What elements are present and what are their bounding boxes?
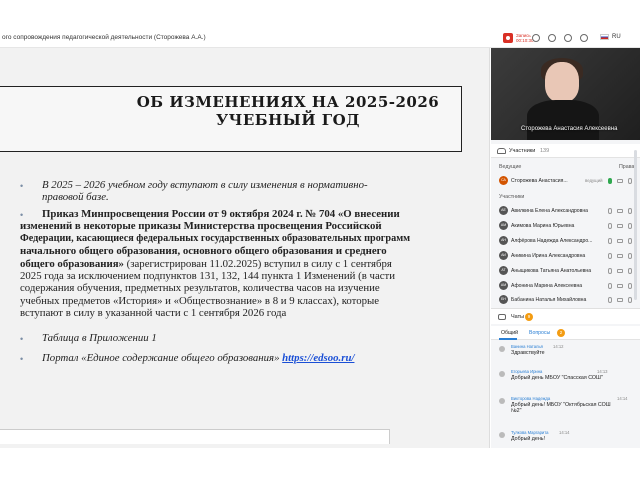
microphone-icon — [608, 268, 612, 274]
info-icon[interactable] — [564, 34, 572, 42]
active-tab-indicator — [499, 338, 517, 340]
questions-count-badge: 2 — [557, 329, 565, 337]
message-time: 14:12 — [553, 344, 564, 349]
more-icon[interactable] — [628, 208, 632, 214]
message-sender: Ванина Наталья — [511, 344, 543, 349]
tab-general[interactable]: Общий — [501, 330, 519, 336]
hosts-section-label: Ведущие — [499, 164, 522, 170]
recording-label: Запись — [516, 33, 531, 38]
message-text: Здравствуйте — [511, 350, 545, 356]
speaker-face — [545, 62, 579, 102]
message-sender: Викторова Надежда — [511, 396, 551, 401]
speaker-video[interactable] — [491, 48, 640, 140]
microphone-icon — [608, 283, 612, 289]
message-time: 14:14 — [617, 396, 628, 401]
participant-row[interactable] — [491, 249, 640, 262]
participant-row[interactable] — [491, 219, 640, 232]
avatar — [499, 398, 505, 404]
microphone-icon — [608, 297, 612, 303]
record-icon — [503, 33, 513, 43]
participant-row[interactable] — [491, 279, 640, 292]
host-row[interactable] — [491, 174, 640, 187]
slide-paragraph-3: Таблица в Приложении 1 — [42, 332, 157, 344]
slide-paragraph-2: Приказ Минпросвещения России от 9 октября 2024 г. № 704 «О внесении изменений в некоторые приказы Министерства просвещения Российской Федерации, касающиеся федеральных государственных образовательных программ начального общего образования, основного общего образования и среднего общего образования» (зарегистрирован 11.02.2025) вступил в силу с 1 сентября 2025 года за исключением подпунктов 131, 132, 144 пункта 1 Изменений (в части содержания обучения, предметных результатов, количества часов на изучение учебных предметов «История» и «Обществознание» в 8 и 9 классах), которые вступают в силу в указанной части с 1 сентября 2026 года — [20, 208, 411, 320]
chat-count-badge: 9 — [525, 313, 533, 321]
bullet-2: • — [20, 210, 24, 220]
more-icon[interactable] — [628, 253, 632, 259]
slide-title-line2: УЧЕБНЫЙ ГОД — [216, 111, 360, 129]
participants-header[interactable] — [491, 144, 640, 158]
camera-icon — [617, 209, 623, 213]
avatar: БН — [499, 295, 508, 304]
chat-message — [491, 430, 640, 446]
chat-tabs — [491, 326, 640, 340]
rights-label: Права — [619, 164, 635, 170]
avatar — [499, 346, 505, 352]
participant-row[interactable] — [491, 293, 640, 306]
microphone-icon — [608, 208, 612, 214]
message-text: Добрый день! МБОУ "Октябрьская СОШ №2" — [511, 402, 611, 415]
more-icon[interactable] — [628, 268, 632, 274]
meeting-title: ого сопровождения педагогической деятельности (Сторожева А.А.) — [2, 34, 206, 41]
microphone-icon[interactable] — [608, 178, 612, 184]
chat-header[interactable] — [491, 308, 640, 324]
bullet-4: • — [20, 354, 24, 364]
avatar — [499, 432, 505, 438]
tab-questions[interactable]: Вопросы — [529, 330, 551, 336]
recording-time: 00:10:30 — [516, 38, 534, 43]
message-time: 14:13 — [597, 369, 608, 374]
chat-message — [491, 369, 640, 385]
microphone-icon[interactable] — [532, 34, 540, 42]
microphone-icon — [608, 238, 612, 244]
language-selector[interactable] — [600, 34, 621, 40]
flag-icon — [600, 34, 609, 40]
host-tag: ведущий — [585, 178, 603, 183]
more-icon[interactable] — [628, 238, 632, 244]
chat-message — [491, 344, 640, 360]
camera-icon — [617, 239, 623, 243]
host-name: Сторожева Анастасия... — [511, 177, 568, 184]
chat-icon — [498, 314, 506, 320]
message-sender: Тулкова Маргарита — [511, 430, 549, 435]
avatar — [499, 371, 505, 377]
bullet-3: • — [20, 334, 24, 344]
participant-row[interactable] — [491, 234, 640, 247]
camera-icon[interactable] — [548, 34, 556, 42]
participants-count: 139 — [540, 148, 550, 154]
camera-icon — [617, 269, 623, 273]
message-time: 14:14 — [559, 430, 570, 435]
edsoo-link[interactable]: https://edsoo.ru/ — [282, 352, 355, 364]
participant-name: Афонина Марина Алексеевна — [511, 282, 583, 289]
avatar: АИ — [499, 251, 508, 260]
participant-name: Бабанина Наталья Михайловна — [511, 296, 587, 303]
avatar: АМ — [499, 221, 508, 230]
message-text: Добрый день! — [511, 436, 546, 442]
avatar: АМ — [499, 281, 508, 290]
slide-bottom-bar — [0, 429, 390, 444]
slide-paragraph-1: В 2025 – 2026 учебном году вступают в силу изменения в нормативно- правовой базе. — [42, 179, 368, 204]
message-sender: Егорьева Ирина — [511, 369, 543, 374]
people-icon — [497, 148, 506, 154]
participant-name: Аникина Ирина Александровна — [511, 252, 586, 259]
speaker-name: Сторожева Анастасия Алексеевна — [521, 126, 618, 132]
recording-indicator[interactable] — [503, 33, 534, 43]
participant-row[interactable] — [491, 204, 640, 217]
avatar: АТ — [499, 266, 508, 275]
chat-title: Чаты — [511, 314, 525, 320]
participant-name: Алфёрова Надежда Александро... — [511, 237, 593, 244]
participants-label: Участники — [509, 148, 536, 154]
camera-icon — [617, 284, 623, 288]
more-icon[interactable] — [628, 283, 632, 289]
chat-message — [491, 396, 640, 418]
participant-name: Аныщикова Татьяна Анатольевна — [511, 267, 592, 274]
microphone-icon — [608, 223, 612, 229]
speaker-body — [527, 100, 599, 140]
top-bar — [0, 0, 640, 48]
camera-icon[interactable] — [617, 179, 623, 183]
settings-icon[interactable] — [580, 34, 588, 42]
microphone-icon — [608, 253, 612, 259]
language-label: RU — [612, 34, 621, 40]
participant-row[interactable] — [491, 264, 640, 277]
camera-icon — [617, 298, 623, 302]
camera-icon — [617, 254, 623, 258]
slide-title-line1: ОБ ИЗМЕНЕНИЯХ НА 2025-2026 — [136, 93, 440, 111]
participants-scrollbar[interactable] — [634, 150, 637, 300]
camera-icon — [617, 224, 623, 228]
participants-section-label: Участники — [499, 194, 525, 200]
bullet-1: • — [20, 181, 24, 191]
participant-name: Авилкина Елена Александровна — [511, 207, 588, 214]
slide-paragraph-4: Портал «Единое содержание общего образования» https://edsoo.ru/ — [42, 352, 355, 364]
more-icon[interactable] — [628, 223, 632, 229]
presentation-slide — [0, 48, 490, 448]
more-icon[interactable] — [628, 297, 632, 303]
avatar: АЕ — [499, 206, 508, 215]
participant-name: Акимова Марина Юрьевна — [511, 222, 575, 229]
more-icon[interactable] — [628, 178, 632, 184]
message-text: Добрый день МБОУ "Спасская СОШ" — [511, 375, 603, 381]
avatar: СА — [499, 176, 508, 185]
avatar: АН — [499, 236, 508, 245]
